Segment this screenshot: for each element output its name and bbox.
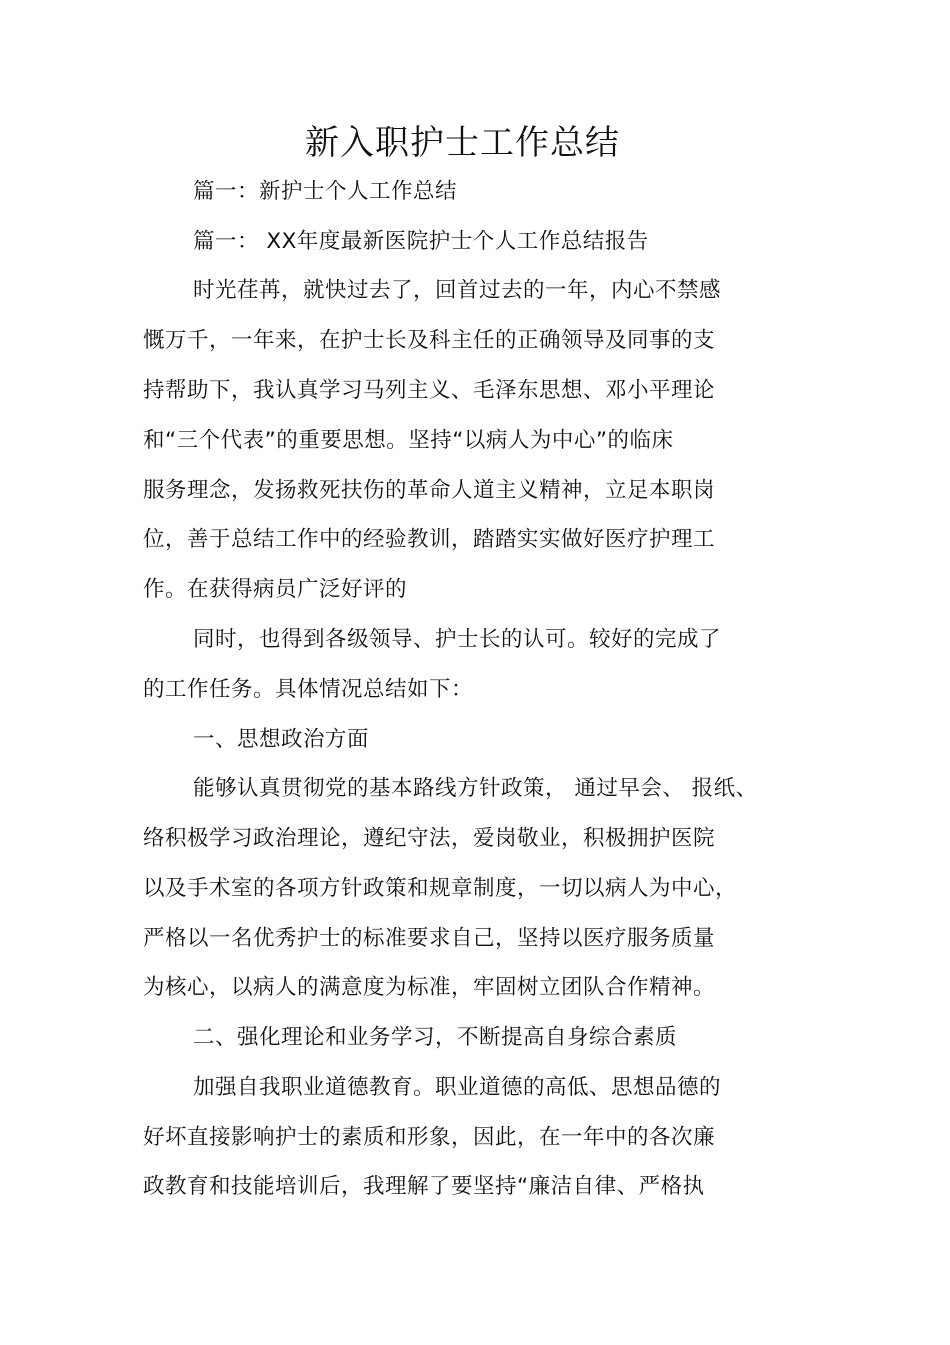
paragraph-line: 时光荏苒，就快过去了，回首过去的一年，内心不禁感: [193, 278, 722, 303]
paragraph-line: 持帮助下，我认真学习马列主义、毛泽东思想、邓小平理论: [143, 378, 716, 403]
section-subheading: 篇一： XX年度最新医院护士个人工作总结报告: [193, 229, 649, 254]
paragraph-line: 的工作任务。具体情况总结如下：: [143, 677, 474, 702]
section-heading-2: 一、思想政治方面: [193, 727, 370, 752]
paragraph-line: 络积极学习政治理论，遵纪守法，爱岗敬业，积极拥护医院: [143, 826, 716, 851]
paragraph-line: 能够认真贯彻党的基本路线方针政策， 通过早会、 报纸、: [193, 776, 758, 801]
paragraph-line: 政教育和技能培训后，我理解了要坚持“廉洁自律、严格执: [143, 1174, 705, 1199]
paragraph-line: 同时，也得到各级领导、护士长的认可。较好的完成了: [193, 627, 722, 652]
paragraph-line: 作。在获得病员广泛好评的: [143, 577, 408, 602]
paragraph-line: 严格以一名优秀护士的标准要求自己，坚持以医疗服务质量: [143, 926, 716, 951]
paragraph-line: 以及手术室的各项方针政策和规章制度，一切以病人为中心，: [143, 876, 738, 901]
section-heading-3: 二、强化理论和业务学习，不断提高自身综合素质: [193, 1025, 678, 1050]
section-heading-1: 篇一：新护士个人工作总结: [193, 179, 458, 204]
paragraph-line: 为核心，以病人的满意度为标准，牢固树立团队合作精神。: [143, 975, 716, 1000]
paragraph-line: 好坏直接影响护士的素质和形象，因此，在一年中的各次廉: [143, 1125, 716, 1150]
paragraph-line: 慨万千，一年来，在护士长及科主任的正确领导及同事的支: [143, 328, 716, 353]
paragraph-line: 加强自我职业道德教育。职业道德的高低、思想品德的: [193, 1075, 722, 1100]
paragraph-line: 位，善于总结工作中的经验教训，踏踏实实做好医疗护理工: [143, 527, 716, 552]
paragraph-line: 服务理念，发扬救死扶伤的革命人道主义精神，立足本职岗: [143, 478, 716, 503]
document-title: 新入职护士工作总结: [305, 123, 620, 163]
paragraph-line: 和“三个代表”的重要思想。坚持“以病人为中心”的临床: [143, 428, 674, 453]
